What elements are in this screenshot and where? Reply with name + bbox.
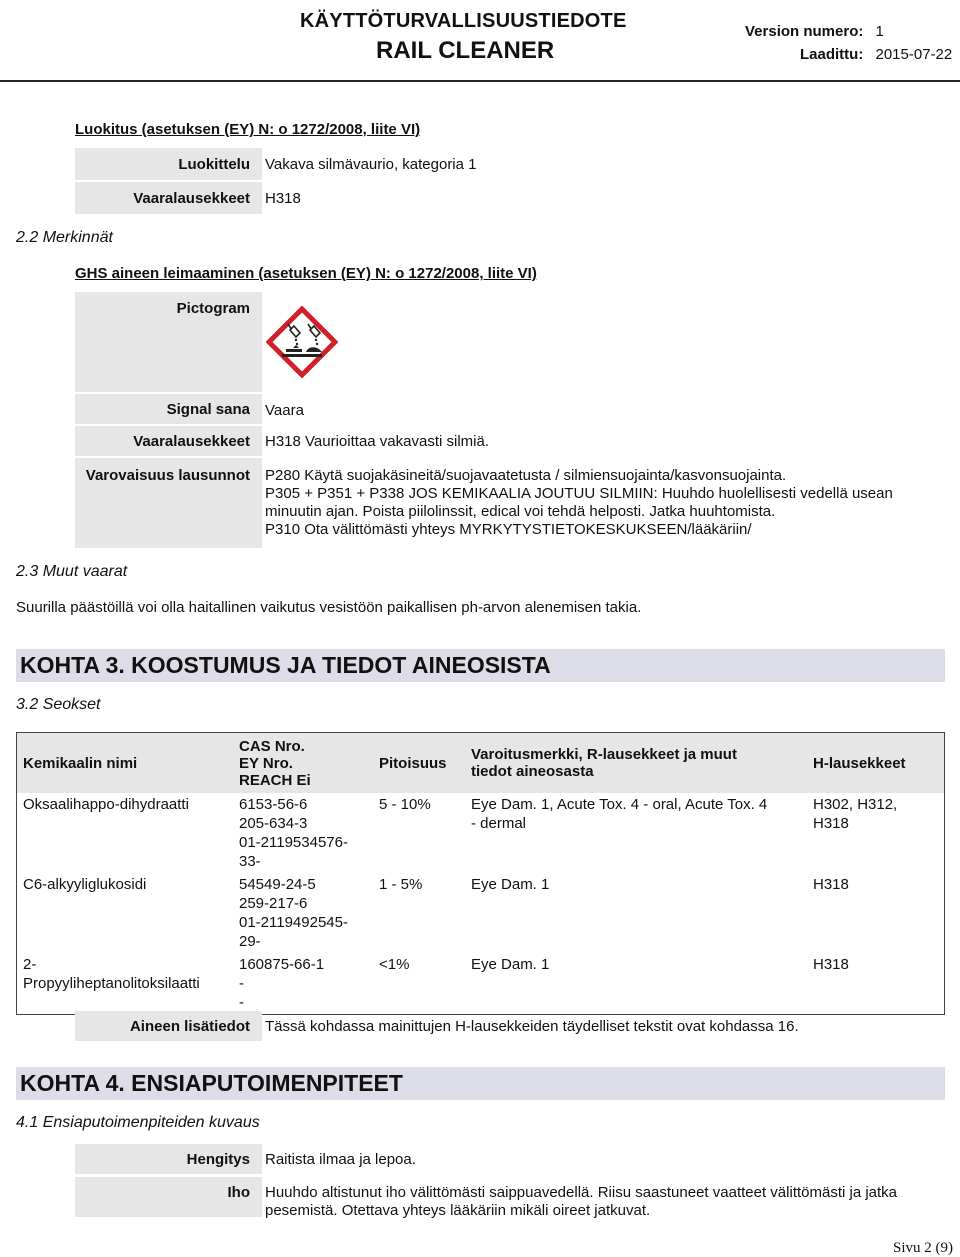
name-line: C6-alkyyliglukosidi — [23, 876, 147, 893]
h-line: H302, H312, — [813, 796, 898, 813]
col-name: Kemikaalin nimi — [17, 733, 234, 794]
inhalation-text: Raitista ilmaa ja lepoa. — [265, 1151, 416, 1168]
name-line: 2- — [23, 956, 37, 973]
ghs-heading: GHS aineen leimaaminen (asetuksen (EY) N: o 1272/2008, liite VI) — [75, 265, 537, 282]
signal-word-label: Signal sana — [75, 394, 262, 424]
pictogram-label: Pictogram — [75, 292, 262, 392]
cell-name — [17, 793, 234, 873]
cell-ids — [233, 793, 373, 873]
precautionary-statements-text — [265, 467, 935, 539]
labelling-subheading: 2.2 Merkinnät — [16, 229, 113, 246]
corrosion-icon — [266, 306, 338, 378]
first-aid-subheading: 4.1 Ensiaputoimenpiteiden kuvaus — [16, 1114, 260, 1131]
signal-word-value: Vaara — [265, 402, 304, 419]
date-block — [800, 46, 952, 63]
cell-name — [17, 873, 234, 953]
precaution-line: minuutin ajan. Poista piilolinssit, edical voi tehdä helposti. Jatka huuhtomista. — [265, 503, 776, 520]
id-line: 01-2119534576- — [239, 834, 348, 851]
hazard-line: Eye Dam. 1, Acute Tox. 4 - oral, Acute Tox. 4 — [471, 796, 768, 813]
cell-name — [17, 953, 234, 1015]
version-label: Version numero: — [745, 23, 864, 40]
col-ids-line: REACH Ei — [239, 771, 311, 789]
precaution-line: P305 + P351 + P338 JOS KEMIKAALIA JOUTUU SILMIIN: Huuhdo huolellisesti vedellä usean — [265, 485, 893, 502]
skin-label: Iho — [75, 1177, 262, 1217]
col-concentration: Pitoisuus — [373, 733, 465, 794]
h-line: H318 — [813, 876, 849, 893]
cell-concentration: 5 - 10% — [379, 796, 431, 813]
id-line: - — [239, 975, 244, 992]
inhalation-label: Hengitys — [75, 1144, 262, 1174]
hazard-line: - dermal — [471, 815, 527, 832]
table-row — [17, 793, 945, 873]
other-hazards-text: Suurilla päästöillä voi olla haitallinen vaikutus vesistöön paikallisen ph-arvon alenemisen takia. — [16, 599, 642, 616]
col-h-statements: H-lausekkeet — [807, 733, 945, 794]
col-hazard-line: Varoitusmerkki, R-lausekkeet ja muut — [471, 746, 737, 763]
id-line: 33- — [239, 853, 261, 870]
col-hazard-line: tiedot aineosasta — [471, 763, 594, 780]
document-title: KÄYTTÖTURVALLISUUSTIEDOTE — [300, 10, 627, 32]
cell-ids — [233, 953, 373, 1015]
hazard-line: Eye Dam. 1 — [471, 956, 550, 973]
additional-info-label: Aineen lisätiedot — [75, 1011, 262, 1041]
product-name: RAIL CLEANER — [376, 37, 555, 64]
hazard-statements-value: H318 — [265, 190, 301, 207]
cell-concentration: 1 - 5% — [379, 876, 423, 893]
skin-line: Huuhdo altistunut iho välittömästi saippuavedellä. Riisu saastuneet vaatteet välittömästi ja jatka — [265, 1184, 898, 1201]
cell-concentration: <1% — [379, 956, 410, 973]
col-ids-line: CAS Nro. — [239, 737, 305, 755]
id-line: 01-2119492545- — [239, 914, 348, 931]
col-ids — [233, 733, 373, 794]
col-ids-line: EY Nro. — [239, 754, 293, 772]
table-header-row — [17, 733, 945, 794]
id-line: - — [239, 994, 244, 1011]
classification-label: Luokittelu — [75, 148, 262, 180]
table-row — [17, 873, 945, 953]
label-hazard-statements-label: Vaaralausekkeet — [75, 426, 262, 456]
precautionary-statements-label: Varovaisuus lausunnot — [75, 458, 262, 548]
cell-hazard — [465, 953, 807, 1015]
id-line: 259-217-6 — [239, 895, 308, 912]
id-line: 6153-56-6 — [239, 796, 308, 813]
precaution-line: P310 Ota välittömästi yhteys MYRKYTYSTIETOKESKUKSEEN/lääkäriin/ — [265, 521, 752, 538]
id-line: 160875-66-1 — [239, 956, 325, 973]
name-line: Oksaalihappo-dihydraatti — [23, 796, 189, 813]
section3-title: KOHTA 3. KOOSTUMUS JA TIEDOT AINEOSISTA — [16, 649, 945, 682]
cell-h-statements — [807, 793, 945, 873]
classification-value: Vakava silmävaurio, kategoria 1 — [265, 156, 477, 173]
skin-line: pesemistä. Otettava yhteys lääkäriin mikäli oireet jatkuvat. — [265, 1202, 651, 1219]
section4-title: KOHTA 4. ENSIAPUTOIMENPITEET — [16, 1067, 945, 1100]
label-hazard-statements-value: H318 Vaurioittaa vakavasti silmiä. — [265, 433, 489, 450]
cell-h-statements — [807, 873, 945, 953]
name-line: Propyyliheptanolitoksilaatti — [23, 975, 200, 992]
id-line: 205-634-3 — [239, 815, 308, 832]
h-line: H318 — [813, 815, 849, 832]
mixtures-subheading: 3.2 Seokset — [16, 696, 101, 713]
date-value: 2015-07-22 — [875, 46, 953, 63]
cell-h-statements — [807, 953, 945, 1015]
page-number: Sivu 2 (9) — [893, 1240, 953, 1256]
cell-ids — [233, 873, 373, 953]
skin-text — [265, 1184, 935, 1220]
hazard-statements-label: Vaaralausekkeet — [75, 182, 262, 214]
classification-heading: Luokitus (asetuksen (EY) N: o 1272/2008, liite VI) — [75, 121, 421, 138]
h-line: H318 — [813, 956, 849, 973]
cell-hazard — [465, 793, 807, 873]
id-line: 29- — [239, 933, 261, 950]
date-label: Laadittu: — [800, 46, 864, 63]
precaution-line: P280 Käytä suojakäsineitä/suojavaatetusta / silmiensuojainta/kasvonsuojainta. — [265, 467, 787, 484]
id-line: 54549-24-5 — [239, 876, 316, 893]
cell-hazard — [465, 873, 807, 953]
composition-table — [16, 732, 945, 1015]
table-row — [17, 953, 945, 1015]
additional-info-value: Tässä kohdassa mainittujen H-lausekkeiden täydelliset tekstit ovat kohdassa 16. — [265, 1018, 799, 1035]
other-hazards-subheading: 2.3 Muut vaarat — [16, 563, 128, 580]
version-value: 1 — [875, 23, 884, 40]
col-hazard — [465, 733, 807, 794]
hazard-line: Eye Dam. 1 — [471, 876, 550, 893]
header-rule — [0, 80, 960, 82]
version-block — [745, 23, 884, 40]
